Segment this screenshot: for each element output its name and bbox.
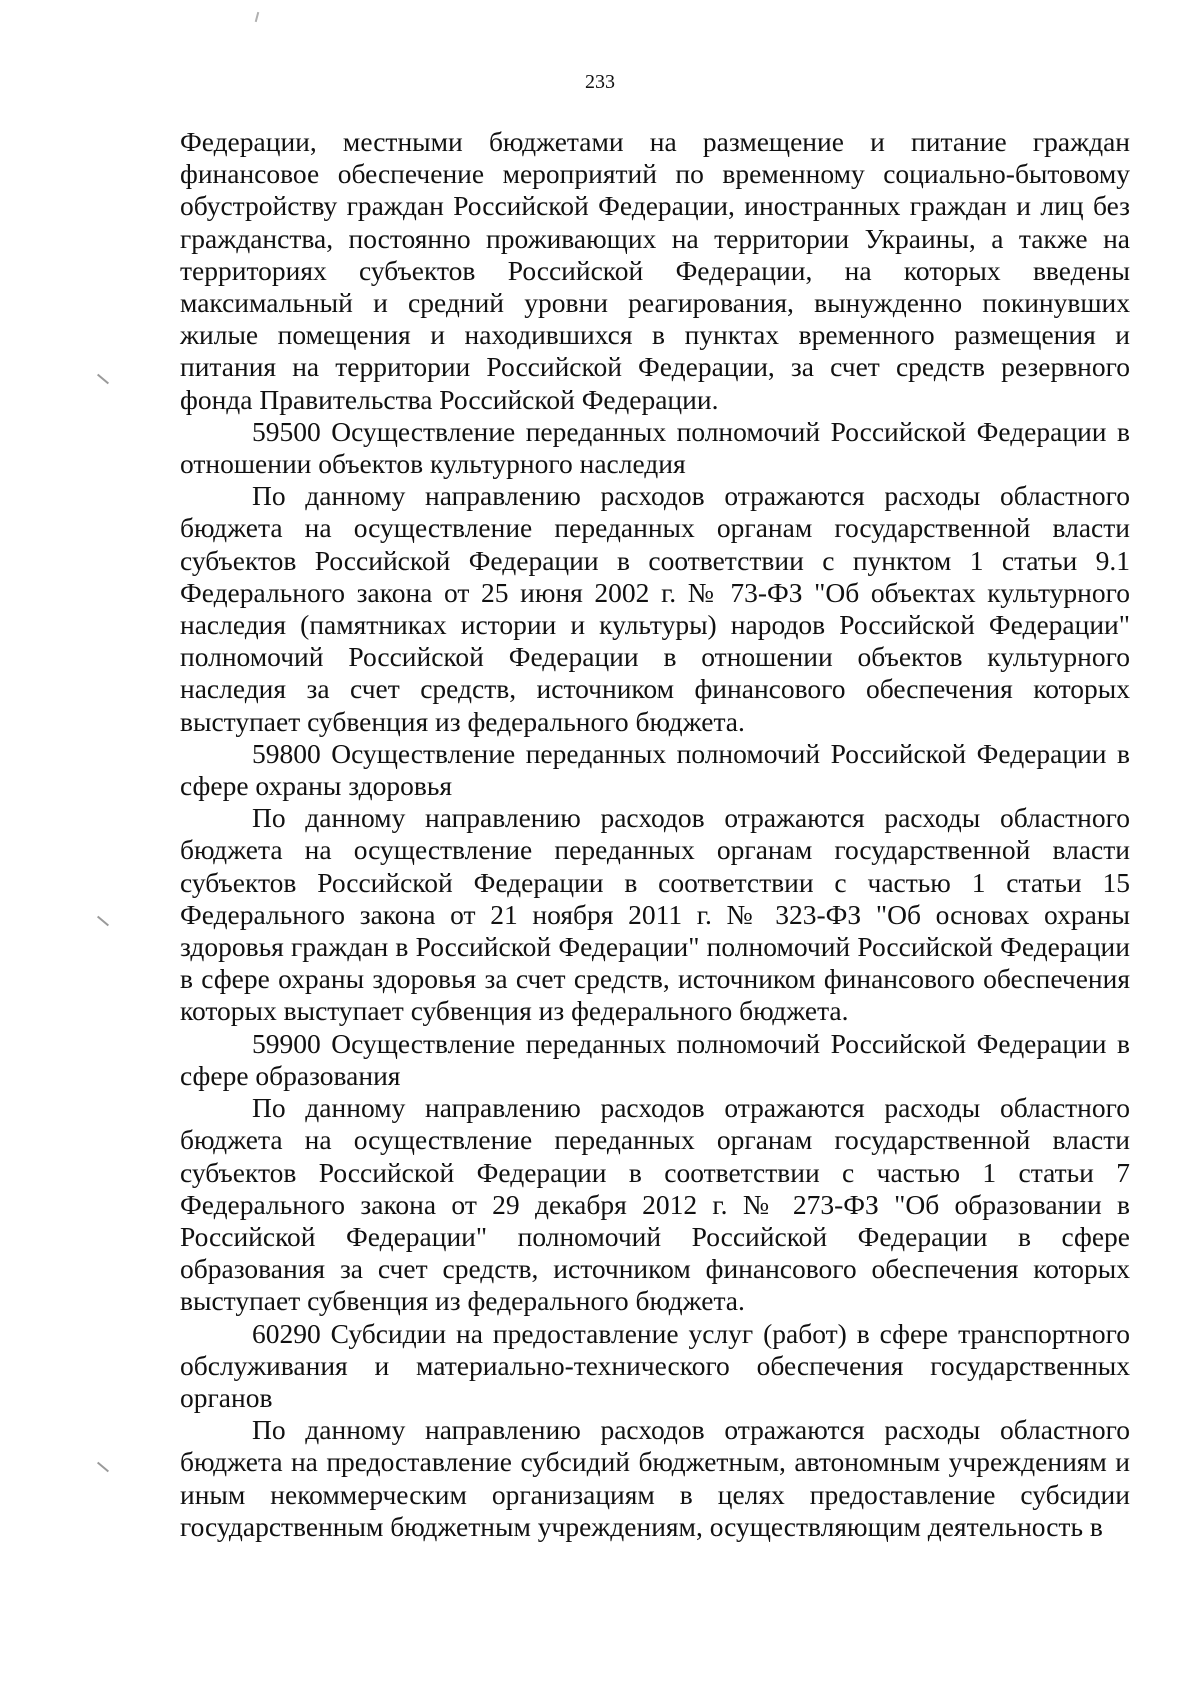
scan-mark bbox=[97, 916, 109, 927]
paragraph-60290-description: По данному направлению расходов отражаются расходы областного бюджета на предоставление субсидий бюджетным, автономным учреждениям и иным некоммерческим организациям в целях предоставление субсидии государственным бюджетным учреждениям, осуществляющим деятельность в bbox=[180, 1414, 1130, 1542]
paragraph-59900-description: По данному направлению расходов отражаются расходы областного бюджета на осуществление переданных органам государственной власти субъектов Российской Федерации в соответствии с частью 1 статьи 7 Федерального закона от 29 декабря 2012 г. № 273-ФЗ "Об образовании в Российской Федерации" полномочий Российской Федерации в сфере образования за счет средств, источником финансового обеспечения которых выступает субвенция из федерального бюджета. bbox=[180, 1092, 1130, 1317]
scan-mark bbox=[97, 374, 109, 385]
paragraph-continuation: Федерации, местными бюджетами на размещение и питание граждан финансовое обеспечение мероприятий по временному социально-бытовому обустройству граждан Российской Федерации, иностранных граждан и лиц без гражданства, постоянно проживающих на территории Украины, а также на территориях субъектов Российской Федерации, на которых введены максимальный и средний уровни реагирования, вынужденно покинувших жилые помещения и находившихся в пунктах временного размещения и питания на территории Российской Федерации, за счет средств резервного фонда Правительства Российской Федерации. bbox=[180, 126, 1130, 415]
section-heading-60290: 60290 Субсидии на предоставление услуг (работ) в сфере транспортного обслуживания и материально-технического обеспечения государственных органов bbox=[180, 1317, 1130, 1413]
paragraph-59800-description: По данному направлению расходов отражаются расходы областного бюджета на осуществление переданных органам государственной власти субъектов Российской Федерации в соответствии с частью 1 статьи 15 Федерального закона от 21 ноября 2011 г. № 323-ФЗ "Об основах охраны здоровья граждан в Российской Федерации" полномочий Российской Федерации в сфере охраны здоровья за счет средств, источником финансового обеспечения которых выступает субвенция из федерального бюджета. bbox=[180, 802, 1130, 1027]
section-heading-59500: 59500 Осуществление переданных полномочий Российской Федерации в отношении объектов культурного наследия bbox=[180, 415, 1130, 480]
paragraph-59500-description: По данному направлению расходов отражаются расходы областного бюджета на осуществление переданных органам государственной власти субъектов Российской Федерации в соответствии с пунктом 1 статьи 9.1 Федерального закона от 25 июня 2002 г. № 73-ФЗ "Об объектах культурного наследия (памятниках истории и культуры) народов Российской Федерации" полномочий Российской Федерации в отношении объектов культурного наследия за счет средств, источником финансового обеспечения которых выступает субвенция из федерального бюджета. bbox=[180, 480, 1130, 737]
section-heading-59900: 59900 Осуществление переданных полномочий Российской Федерации в сфере образования bbox=[180, 1027, 1130, 1091]
section-heading-59800: 59800 Осуществление переданных полномочий Российской Федерации в сфере охраны здоровья bbox=[180, 737, 1130, 802]
page-number: 233 bbox=[585, 71, 615, 93]
document-body bbox=[180, 126, 1130, 1543]
scan-mark bbox=[255, 12, 260, 22]
scan-mark bbox=[97, 1462, 109, 1473]
